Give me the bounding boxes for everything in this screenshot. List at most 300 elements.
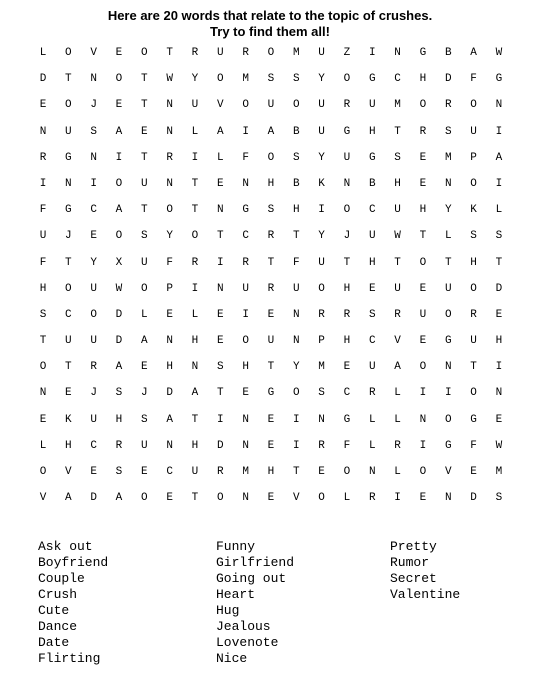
grid-letter: U xyxy=(470,335,477,348)
grid-letter: R xyxy=(90,361,97,374)
grid-letter: S xyxy=(267,73,275,86)
grid-letter: N xyxy=(166,177,173,190)
grid-letter: S xyxy=(90,125,97,138)
grid-letter: F xyxy=(39,204,47,217)
grid-letter: T xyxy=(141,99,148,112)
grid-letter: H xyxy=(65,439,72,452)
grid-letter: C xyxy=(90,439,97,452)
grid-letter: O xyxy=(115,230,123,243)
grid-letter: F xyxy=(166,256,173,269)
grid-letter: R xyxy=(39,151,47,164)
grid-letter: G xyxy=(368,73,376,86)
grid-row xyxy=(32,283,510,296)
grid-letter: O xyxy=(343,466,351,478)
grid-letter: U xyxy=(419,308,427,321)
word-list-item: Secret xyxy=(390,571,437,586)
grid-letter: R xyxy=(368,492,376,505)
grid-letter: F xyxy=(39,256,47,269)
grid-letter: S xyxy=(444,125,452,138)
grid-row xyxy=(32,178,510,191)
grid-letter: U xyxy=(368,99,376,112)
grid-letter: A xyxy=(65,492,72,505)
grid-letter: U xyxy=(394,282,401,295)
grid-letter: A xyxy=(115,361,123,374)
grid-letter: E xyxy=(141,125,148,138)
grid-letter: I xyxy=(191,151,199,164)
grid-letter: W xyxy=(394,230,401,243)
grid-letter: E xyxy=(90,466,97,478)
grid-letter: C xyxy=(90,204,97,217)
grid-row xyxy=(32,99,510,112)
grid-letter: O xyxy=(65,282,72,295)
grid-row xyxy=(32,414,510,427)
grid-letter: T xyxy=(141,204,148,217)
grid-row xyxy=(32,73,510,86)
word-list-item: Valentine xyxy=(390,587,461,602)
grid-letter: T xyxy=(470,361,477,374)
grid-letter: U xyxy=(318,256,325,269)
grid-letter: H xyxy=(191,335,199,348)
grid-letter: H xyxy=(115,413,123,426)
grid-letter: O xyxy=(115,73,123,86)
grid-letter: E xyxy=(90,230,97,243)
grid-letter: I xyxy=(216,413,224,426)
grid-letter: U xyxy=(318,99,325,112)
grid-letter: O xyxy=(292,99,300,112)
grid-letter: U xyxy=(368,230,376,243)
grid-letter: O xyxy=(242,99,249,112)
grid-letter: R xyxy=(191,47,199,59)
grid-letter: O xyxy=(318,282,325,295)
grid-letter: V xyxy=(39,492,47,505)
grid-letter: G xyxy=(368,151,376,164)
grid-letter: O xyxy=(318,492,325,505)
grid-letter: E xyxy=(419,177,427,190)
grid-letter: O xyxy=(419,99,427,112)
grid-letter: H xyxy=(343,335,351,348)
grid-letter: A xyxy=(115,492,123,505)
grid-letter: O xyxy=(444,308,452,321)
grid-letter: A xyxy=(495,151,503,164)
grid-letter: R xyxy=(216,466,224,478)
grid-letter: N xyxy=(191,361,199,374)
grid-letter: R xyxy=(470,308,477,321)
grid-letter: G xyxy=(419,47,427,59)
grid-letter: N xyxy=(292,335,300,348)
grid-letter: N xyxy=(39,125,47,138)
grid-letter: N xyxy=(343,177,351,190)
grid-letter: N xyxy=(166,99,173,112)
grid-letter: T xyxy=(39,335,47,348)
grid-letter: O xyxy=(141,47,148,59)
grid-letter: T xyxy=(191,177,199,190)
grid-letter: V xyxy=(216,99,224,112)
grid-letter: W xyxy=(166,73,173,86)
grid-letter: N xyxy=(166,335,173,348)
grid-letter: U xyxy=(292,282,300,295)
grid-letter: U xyxy=(90,413,97,426)
grid-letter: E xyxy=(216,308,224,321)
grid-letter: R xyxy=(419,125,427,138)
grid-letter: Y xyxy=(90,256,97,269)
grid-letter: E xyxy=(65,387,72,400)
grid-letter: H xyxy=(343,282,351,295)
grid-letter: N xyxy=(495,387,503,400)
grid-letter: U xyxy=(39,230,47,243)
grid-letter: P xyxy=(318,335,325,348)
grid-letter: I xyxy=(191,282,199,295)
grid-letter: L xyxy=(495,204,503,217)
grid-letter: H xyxy=(495,335,503,348)
grid-letter: I xyxy=(318,204,325,217)
grid-letter: C xyxy=(343,387,351,400)
grid-letter: G xyxy=(470,413,477,426)
grid-row xyxy=(32,492,510,505)
grid-row xyxy=(32,309,510,322)
grid-letter: U xyxy=(90,335,97,348)
grid-letter: S xyxy=(470,230,477,243)
grid-letter: J xyxy=(90,99,97,112)
grid-letter: V xyxy=(292,492,300,505)
grid-letter: T xyxy=(267,256,275,269)
grid-letter: N xyxy=(166,439,173,452)
grid-letter: R xyxy=(242,47,249,59)
grid-letter: A xyxy=(267,125,275,138)
grid-letter: E xyxy=(39,99,47,112)
grid-letter: E xyxy=(216,177,224,190)
grid-letter: G xyxy=(343,413,351,426)
grid-letter: D xyxy=(444,73,452,86)
grid-letter: L xyxy=(368,439,376,452)
grid-letter: E xyxy=(267,492,275,505)
grid-letter: A xyxy=(470,47,477,59)
word-list-item: Date xyxy=(38,635,70,650)
grid-letter: L xyxy=(39,47,47,59)
grid-letter: I xyxy=(242,308,249,321)
grid-letter: T xyxy=(267,361,275,374)
grid-letter: T xyxy=(292,466,300,478)
grid-letter: U xyxy=(267,99,275,112)
grid-letter: K xyxy=(318,177,325,190)
grid-letter: N xyxy=(318,413,325,426)
word-list-item: Jealous xyxy=(216,619,271,634)
grid-letter: V xyxy=(444,466,452,478)
grid-letter: G xyxy=(495,73,503,86)
grid-letter: L xyxy=(39,439,47,452)
grid-letter: T xyxy=(141,73,148,86)
grid-letter: S xyxy=(115,387,123,400)
grid-letter: H xyxy=(267,177,275,190)
grid-letter: I xyxy=(292,439,300,452)
grid-letter: O xyxy=(444,413,452,426)
grid-letter: T xyxy=(343,256,351,269)
grid-letter: N xyxy=(242,492,249,505)
grid-letter: I xyxy=(419,439,427,452)
grid-letter: I xyxy=(39,177,47,190)
grid-letter: J xyxy=(141,387,148,400)
grid-letter: R xyxy=(191,256,199,269)
grid-letter: N xyxy=(216,204,224,217)
word-list-item: Pretty xyxy=(390,539,437,554)
grid-row xyxy=(32,204,510,217)
grid-letter: G xyxy=(267,387,275,400)
grid-letter: N xyxy=(444,361,452,374)
grid-letter: O xyxy=(141,492,148,505)
grid-letter: V xyxy=(90,47,97,59)
grid-letter: O xyxy=(216,73,224,86)
grid-letter: I xyxy=(115,151,123,164)
grid-row xyxy=(32,230,510,243)
word-list-column-2 xyxy=(216,539,294,667)
grid-letter: E xyxy=(267,439,275,452)
grid-letter: U xyxy=(65,125,72,138)
grid-letter: O xyxy=(470,387,477,400)
grid-letter: T xyxy=(166,47,173,59)
grid-letter: T xyxy=(394,125,401,138)
grid-letter: U xyxy=(242,282,249,295)
grid-letter: N xyxy=(216,282,224,295)
grid-letter: R xyxy=(318,439,325,452)
grid-letter: N xyxy=(495,99,503,112)
grid-letter: H xyxy=(368,125,376,138)
grid-letter: K xyxy=(470,204,477,217)
grid-letter: G xyxy=(343,125,351,138)
page-subtitle: Try to find them all! xyxy=(210,24,330,39)
grid-letter: S xyxy=(216,361,224,374)
grid-letter: H xyxy=(292,204,300,217)
grid-letter: U xyxy=(191,466,199,478)
grid-letter: O xyxy=(267,47,275,59)
word-list-item: Crush xyxy=(38,587,78,602)
grid-letter: C xyxy=(65,308,72,321)
grid-letter: L xyxy=(394,413,401,426)
grid-letter: O xyxy=(419,256,427,269)
grid-letter: C xyxy=(242,230,249,243)
grid-letter: K xyxy=(65,413,72,426)
word-list-column-1 xyxy=(38,539,108,667)
grid-letter: E xyxy=(495,308,503,321)
grid-letter: D xyxy=(39,73,47,86)
grid-letter: R xyxy=(267,230,275,243)
grid-letter: X xyxy=(115,256,123,269)
grid-letter: O xyxy=(166,204,173,217)
grid-letter: N xyxy=(368,466,376,478)
grid-letter: O xyxy=(65,47,72,59)
grid-letter: T xyxy=(495,256,503,269)
grid-letter: R xyxy=(343,99,351,112)
grid-letter: S xyxy=(495,230,503,243)
word-list-item: Heart xyxy=(216,587,256,602)
grid-letter: R xyxy=(242,256,249,269)
grid-letter: F xyxy=(292,256,300,269)
grid-letter: S xyxy=(292,151,300,164)
grid-letter: N xyxy=(419,413,427,426)
grid-letter: E xyxy=(495,413,503,426)
word-list-item: Cute xyxy=(38,603,70,618)
grid-letter: H xyxy=(394,177,401,190)
grid-letter: N xyxy=(90,151,97,164)
grid-letter: Y xyxy=(318,151,325,164)
grid-letter: I xyxy=(242,125,249,138)
grid-letter: I xyxy=(495,361,503,374)
grid-letter: B xyxy=(444,47,452,59)
grid-letter: R xyxy=(444,99,452,112)
grid-letter: O xyxy=(141,282,148,295)
grid-letter: E xyxy=(318,466,325,478)
grid-row xyxy=(32,126,510,139)
grid-letter: T xyxy=(65,361,72,374)
word-list-item: Funny xyxy=(216,539,256,554)
grid-letter: I xyxy=(90,177,97,190)
grid-letter: O xyxy=(470,99,477,112)
grid-letter: L xyxy=(368,413,376,426)
grid-letter: U xyxy=(267,335,275,348)
grid-letter: S xyxy=(39,308,47,321)
grid-letter: V xyxy=(394,335,401,348)
grid-letter: E xyxy=(39,413,47,426)
grid-letter: E xyxy=(166,308,173,321)
word-list-item: Lovenote xyxy=(216,635,279,650)
grid-letter: T xyxy=(65,73,72,86)
grid-letter: H xyxy=(419,73,427,86)
grid-letter: T xyxy=(191,413,199,426)
grid-letter: O xyxy=(343,73,351,86)
grid-letter: O xyxy=(65,99,72,112)
grid-letter: A xyxy=(394,361,401,374)
grid-letter: O xyxy=(343,204,351,217)
grid-letter: R xyxy=(267,282,275,295)
grid-letter: U xyxy=(394,204,401,217)
grid-letter: A xyxy=(191,387,199,400)
grid-letter: E xyxy=(141,466,148,478)
grid-letter: E xyxy=(216,335,224,348)
grid-letter: C xyxy=(368,204,376,217)
grid-letter: U xyxy=(141,177,148,190)
grid-row xyxy=(32,361,510,374)
word-list-item: Rumor xyxy=(390,555,430,570)
grid-letter: T xyxy=(65,256,72,269)
grid-letter: T xyxy=(191,492,199,505)
grid-letter: T xyxy=(419,230,427,243)
word-list-item: Nice xyxy=(216,651,248,666)
grid-letter: H xyxy=(419,204,427,217)
grid-letter: N xyxy=(65,177,72,190)
grid-letter: C xyxy=(166,466,173,478)
grid-letter: E xyxy=(368,282,376,295)
grid-row xyxy=(32,466,510,479)
grid-letter: E xyxy=(242,387,249,400)
grid-letter: E xyxy=(419,335,427,348)
grid-letter: U xyxy=(216,47,224,59)
grid-letter: U xyxy=(90,282,97,295)
grid-letter: U xyxy=(318,47,325,59)
grid-letter: A xyxy=(141,335,148,348)
grid-letter: D xyxy=(90,492,97,505)
grid-row xyxy=(32,335,510,348)
grid-letter: D xyxy=(166,387,173,400)
grid-letter: O xyxy=(39,466,47,478)
grid-letter: Y xyxy=(318,73,325,86)
grid-letter: W xyxy=(115,282,123,295)
grid-letter: N xyxy=(444,177,452,190)
grid-letter: E xyxy=(419,151,427,164)
grid-letter: R xyxy=(343,308,351,321)
grid-letter: N xyxy=(444,492,452,505)
grid-letter: J xyxy=(90,387,97,400)
grid-letter: O xyxy=(267,151,275,164)
grid-letter: F xyxy=(470,73,477,86)
grid-letter: U xyxy=(318,125,325,138)
grid-letter: M xyxy=(242,73,249,86)
grid-letter: N xyxy=(292,308,300,321)
word-list-item: Flirting xyxy=(38,651,101,666)
grid-letter: E xyxy=(115,99,123,112)
grid-row xyxy=(32,152,510,165)
grid-letter: I xyxy=(368,47,376,59)
grid-letter: H xyxy=(191,439,199,452)
grid-letter: T xyxy=(292,230,300,243)
grid-letter: R xyxy=(115,439,123,452)
grid-letter: Y xyxy=(191,73,199,86)
grid-letter: N xyxy=(242,439,249,452)
word-list-column-3 xyxy=(390,539,460,603)
grid-letter: R xyxy=(394,308,401,321)
grid-letter: O xyxy=(419,466,427,478)
grid-letter: C xyxy=(368,335,376,348)
grid-letter: L xyxy=(141,308,148,321)
grid-letter: U xyxy=(343,151,351,164)
grid-letter: W xyxy=(495,47,503,59)
grid-letter: L xyxy=(343,492,351,505)
grid-letter: I xyxy=(394,492,401,505)
grid-letter: U xyxy=(368,361,376,374)
grid-letter: S xyxy=(141,230,148,243)
grid-letter: C xyxy=(394,73,401,86)
grid-letter: T xyxy=(141,151,148,164)
grid-letter: M xyxy=(394,99,401,112)
grid-letter: A xyxy=(115,125,123,138)
grid-letter: I xyxy=(292,413,300,426)
grid-letter: T xyxy=(191,204,199,217)
grid-letter: G xyxy=(444,335,452,348)
grid-letter: E xyxy=(115,47,123,59)
grid-letter: I xyxy=(495,125,503,138)
grid-letter: A xyxy=(115,204,123,217)
grid-letter: O xyxy=(90,308,97,321)
grid-letter: N xyxy=(166,125,173,138)
grid-letter: J xyxy=(343,230,351,243)
grid-letter: I xyxy=(419,387,427,400)
grid-letter: M xyxy=(495,466,503,478)
grid-letter: B xyxy=(292,177,300,190)
grid-letter: Y xyxy=(318,230,325,243)
grid-letter: T xyxy=(216,230,224,243)
grid-row xyxy=(32,387,510,400)
grid-letter: G xyxy=(65,204,72,217)
word-list-item: Dance xyxy=(38,619,78,634)
grid-letter: O xyxy=(242,335,249,348)
word-list-item: Ask out xyxy=(38,539,93,554)
grid-letter: O xyxy=(292,387,300,400)
grid-letter: E xyxy=(470,466,477,478)
grid-letter: M xyxy=(444,151,452,164)
grid-letter: T xyxy=(444,256,452,269)
grid-letter: S xyxy=(368,308,376,321)
grid-letter: E xyxy=(419,282,427,295)
grid-letter: E xyxy=(141,361,148,374)
grid-letter: I xyxy=(444,387,452,400)
grid-letter: H xyxy=(470,256,477,269)
